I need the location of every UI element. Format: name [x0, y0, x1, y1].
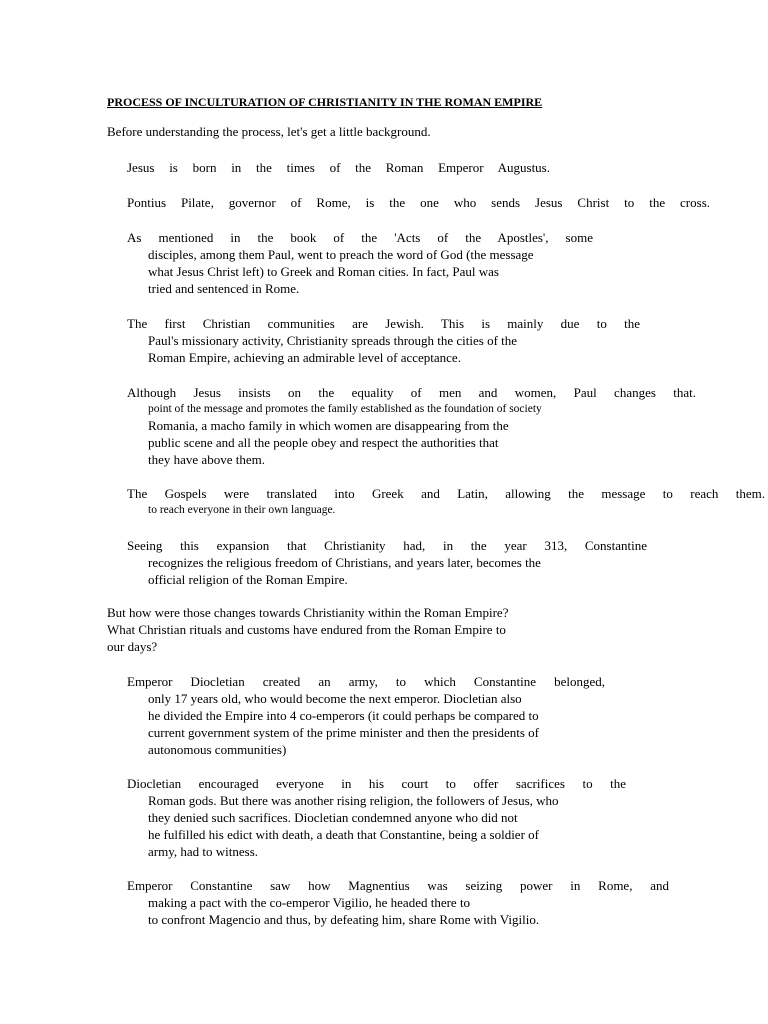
paragraph-line: As mentioned in the book of the 'Acts of the Apostles', some	[127, 230, 593, 245]
paragraph-line: Emperor Diocletian created an army, to which Constantine belonged,	[127, 674, 605, 689]
paragraph-line: tried and sentenced in Rome.	[148, 281, 300, 296]
paragraph-line: Roman Empire, achieving an admirable level of acceptance.	[148, 350, 461, 365]
paragraph-line: recognizes the religious freedom of Christians, and years later, becomes the	[148, 555, 541, 570]
paragraph-line: Pontius Pilate, governor of Rome, is the one who sends Jesus Christ to the cross.	[127, 195, 710, 210]
paragraph-line: official religion of the Roman Empire.	[148, 572, 348, 587]
paragraph-line: only 17 years old, who would become the next emperor. Diocletian also	[148, 691, 522, 706]
question-line: What Christian rituals and customs have endured from the Roman Empire to	[107, 622, 506, 637]
paragraph-line: disciples, among them Paul, went to preach the word of God (the message	[148, 247, 534, 262]
paragraph-line: he fulfilled his edict with death, a death that Constantine, being a soldier of	[148, 827, 539, 842]
paragraph-line: Although Jesus insists on the equality of men and women, Paul changes that.	[127, 385, 696, 400]
paragraph-line: Diocletian encouraged everyone in his court to offer sacrifices to the	[127, 776, 626, 791]
question-line: But how were those changes towards Christianity within the Roman Empire?	[107, 605, 509, 620]
paragraph-line: they denied such sacrifices. Diocletian condemned anyone who did not	[148, 810, 518, 825]
question-line: our days?	[107, 639, 158, 654]
paragraph-line: Jesus is born in the times of the Roman Emperor Augustus.	[127, 160, 550, 175]
paragraph-line: public scene and all the people obey and respect the authorities that	[148, 435, 499, 450]
paragraph-line: he divided the Empire into 4 co-emperors (it could perhaps be compared to	[148, 708, 539, 723]
paragraph-line: Emperor Constantine saw how Magnentius was seizing power in Rome, and	[127, 878, 669, 893]
paragraph-line: autonomous communities)	[148, 742, 287, 757]
paragraph-line: making a pact with the co-emperor Vigilio, he headed there to	[148, 895, 471, 910]
paragraph-line: to confront Magencio and thus, by defeating him, share Rome with Vigilio.	[148, 912, 540, 927]
document-title: PROCESS OF INCULTURATION OF CHRISTIANITY IN THE ROMAN EMPIRE	[107, 95, 543, 109]
paragraph-line: current government system of the prime minister and then the presidents of	[148, 725, 539, 740]
paragraph-line: The Gospels were translated into Greek and Latin, allowing the message to reach them.	[127, 486, 765, 501]
intro-text: Before understanding the process, let's get a little background.	[107, 124, 431, 139]
paragraph-line: army, had to witness.	[148, 844, 258, 859]
paragraph-line: point of the message and promotes the family established as the foundation of society	[148, 403, 542, 415]
paragraph-line: to reach everyone in their own language.	[148, 504, 336, 516]
paragraph-line: Paul's missionary activity, Christianity spreads through the cities of the	[148, 333, 518, 348]
paragraph-line: Seeing this expansion that Christianity had, in the year 313, Constantine	[127, 538, 647, 553]
paragraph-line: Roman gods. But there was another rising religion, the followers of Jesus, who	[148, 793, 559, 808]
paragraph-line: they have above them.	[148, 452, 265, 467]
paragraph-line: what Jesus Christ left) to Greek and Roman cities. In fact, Paul was	[148, 264, 499, 279]
paragraph-line: Romania, a macho family in which women are disappearing from the	[148, 418, 509, 433]
paragraph-line: The first Christian communities are Jewish. This is mainly due to the	[127, 316, 640, 331]
